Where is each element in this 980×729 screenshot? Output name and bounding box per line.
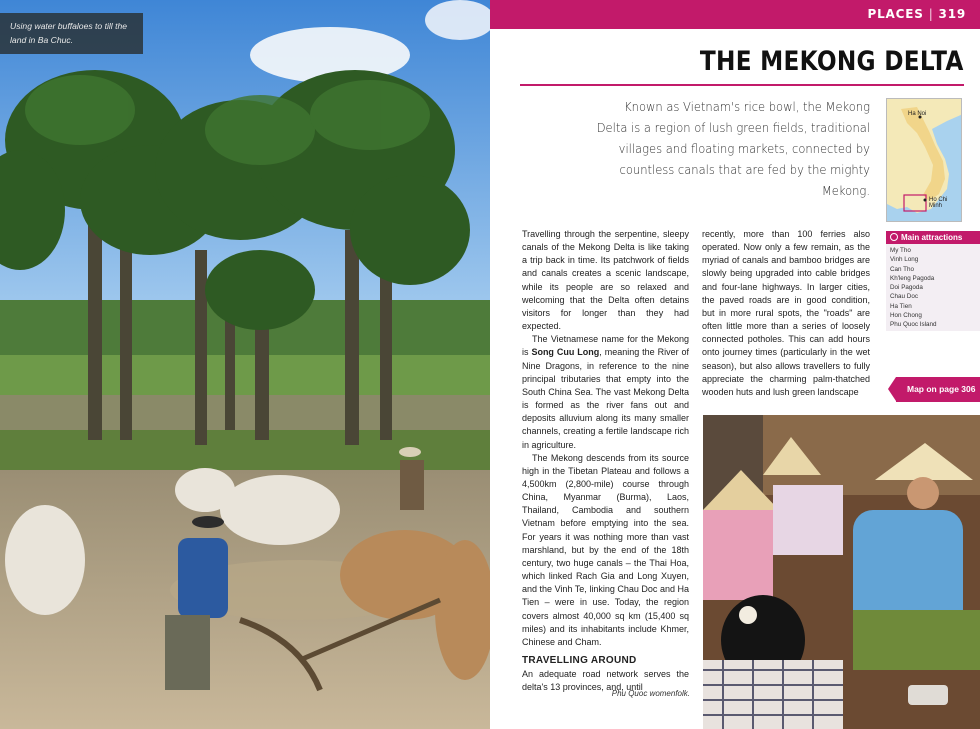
list-item: Chau Doc (890, 293, 919, 301)
header-bar (490, 0, 980, 29)
map-label-hcm: Ho Chi Minh (929, 197, 948, 209)
list-item: Kh'leng Pagoda (890, 274, 935, 282)
header-separator: | (928, 7, 934, 21)
body-paragraph: Travelling through the serpentine, sleepy canals of the Mekong Delta is like taking a trip back in time. Its patchwork of fields and canals creates a scenic landscape, while its people are so relaxed and welcoming that the Delta often detains visitors for longer than they had expected. (522, 229, 689, 332)
body-column-1 (522, 228, 689, 694)
body-paragraph: recently, more than 100 ferries also operated. Now only a few remain, as the myriad of canals and bamboo bridges are slowly being upgraded into cable bridges and four-lane highways. In larger cities, the paved roads are in good condition, but in more rural spots, the "roads" are often little more than a series of loosely connected potholes. This can add hours onto journey times (particularly in the wet season), but also allows travellers to fully appreciate the charming palm-thatched wooden huts and lush green landscape (702, 229, 870, 397)
list-item: My Tho (890, 247, 911, 254)
page-number: 319 (938, 7, 966, 21)
list-item: Hon Chong (890, 312, 922, 320)
map-link-tab[interactable]: Map on page 306 (896, 377, 980, 402)
right-photo-caption: Phu Quoc womenfolk. (611, 689, 690, 698)
list-item: Vinh Long (890, 256, 919, 264)
pin-icon (890, 233, 898, 241)
womenfolk-photo (703, 415, 980, 729)
list-item: Doi Pagoda (890, 284, 923, 292)
intro-paragraph: Known as Vietnam's rice bowl, the Mekong Delta is a region of lush green fields, traditional villages and floating markets, connected by countless canals that are fed by the mighty Mekong. (596, 99, 870, 198)
left-photo-caption: Using water buffaloes to till the land in Ba Chuc. (0, 13, 143, 54)
title-rule (520, 84, 964, 86)
subheading: TRAVELLING AROUND (522, 655, 637, 666)
attractions-heading (886, 231, 980, 244)
page-title: THE MEKONG DELTA (700, 46, 964, 77)
section-name: PLACES (867, 7, 924, 21)
locator-map (886, 98, 962, 222)
body-paragraph: An adequate road network serves the delta's 13 provinces, and, until (522, 669, 689, 693)
list-item: Can Tho (890, 265, 915, 273)
womenfolk-photo-illustration (703, 415, 980, 729)
running-header (868, 7, 966, 21)
body-text-bold: Song Cuu Long (531, 347, 600, 358)
map-label-hanoi: Ha Noi (908, 111, 927, 117)
main-attractions-box (886, 231, 980, 331)
right-page (490, 0, 980, 729)
list-item: Ha Tien (890, 302, 912, 310)
list-item: Phu Quoc Island (890, 321, 937, 329)
body-text: The Vietnamese name for the Mekong is (522, 334, 689, 358)
body-paragraph: The Mekong descends from its source high in the Tibetan Plateau and follows a 4,500km (2,800-mile) course through China, Myanmar (Burma), Laos, Thailand, Cambodia and southern Vietnam before emptying into the sea. For years it was nothing more than vast marshland, but by the end of the 18th century, two huge canals – the Thai Hoa, which linked Rach Gia and Long Xuyen, and the Vinh Te, linking Chau Doc and Ha Tien – were in use. Today, the region covers almost 40,000 sq km (15,400 sq miles) and its inhabitants include Khmer, Chinese and Cham. (522, 452, 689, 647)
body-paragraph (522, 333, 689, 451)
body-column-2 (702, 228, 870, 399)
attractions-heading-label: Main attractions (901, 233, 963, 242)
attractions-list (886, 244, 980, 332)
body-text: , meaning the River of Nine Dragons, in reference to the nine principal tributaries that empty into the South China Sea. The vast Mekong Delta is formed as the river fans out and deposits alluvium along its many smaller channels, creating a fertile landscape rich in agriculture. (522, 347, 690, 450)
